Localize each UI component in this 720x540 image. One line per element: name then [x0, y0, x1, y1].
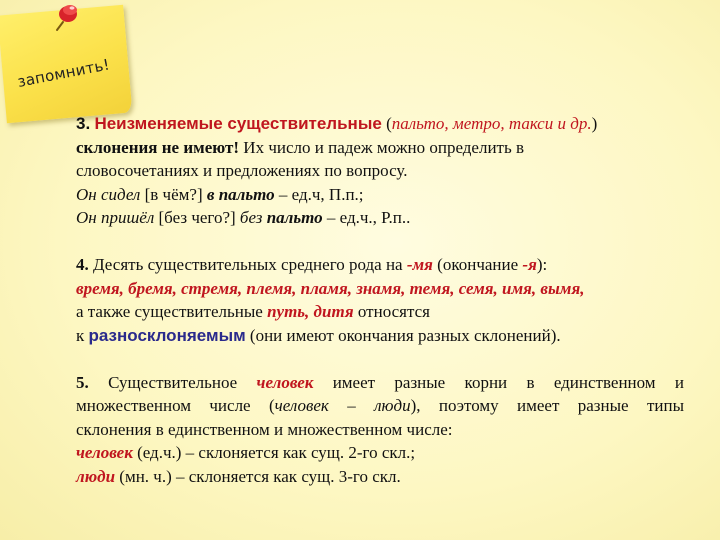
rule-4-number: 4. — [76, 255, 89, 274]
rule-3-text: Их число и падеж можно определить в — [239, 137, 525, 157]
rule-4-line-3 — [76, 300, 684, 324]
rule-5-line-5 — [76, 465, 684, 489]
rule-5-text-3b: ), поэтому имеет разные типы — [410, 396, 684, 415]
rule-4-ending-mya: -мя — [406, 255, 433, 274]
rule-5-text-2: имеет разные корни в единственном и — [313, 372, 684, 392]
rule-5-text-3a: множественном числе ( — [76, 396, 275, 415]
rule-5-chelovek: человек — [256, 372, 314, 392]
rule-5-line-2 — [76, 394, 684, 418]
rule-5-word-chelovek: человек — [76, 443, 133, 462]
rule-4-text: Десять существительных среднего рода на — [88, 255, 407, 274]
rule-4-k: к — [76, 325, 89, 345]
rule-3-line-1 — [76, 112, 684, 136]
rule-4-exceptions: путь, дитя — [267, 302, 354, 321]
rule-4-also: а также существительные — [76, 302, 268, 321]
example-2-case: – ед.ч., Р.п.. — [322, 208, 411, 227]
rule-5-line-4 — [76, 441, 684, 465]
example-1-phrase: Он сидел — [76, 184, 141, 204]
rule-4-term: разносклоняемым — [88, 325, 246, 345]
rule-5-word-2-tail: (мн. ч.) – склоняется как сущ. 3-го скл. — [115, 466, 401, 486]
paren-close: ) — [591, 114, 598, 133]
rule-3-no-declension: склонения не имеют! — [76, 137, 240, 157]
rule-3-example-2 — [76, 206, 684, 230]
example-2-question: [без чего?] — [154, 208, 240, 227]
example-1-question: [в чём?] — [140, 184, 207, 204]
rule-5-line-3: склонения в единственном и множественном числе: — [76, 419, 453, 439]
paren-open: ( — [381, 114, 392, 133]
example-2-prep: без — [239, 208, 267, 227]
rule-4-line-1 — [76, 253, 684, 277]
rules-text — [76, 112, 684, 488]
rule-5-text: Существительное — [88, 372, 257, 392]
rule-5-pair: человек – люди — [274, 396, 411, 415]
rule-4-ending-ya: -я — [522, 255, 537, 274]
rule-4-text-3: ): — [536, 255, 548, 274]
rule-4-relate: относятся — [353, 302, 430, 321]
rule-3-examples: пальто, метро, такси и др. — [391, 114, 592, 133]
rule-5-word-1-tail: (ед.ч.) – склоняется как сущ. 2-го скл.; — [132, 443, 416, 462]
rule-3-line-3: словосочетаниях и предложениях по вопросу. — [76, 161, 408, 180]
rule-4-text-2: (окончание — [432, 255, 523, 274]
rule-5-word-lyudi: люди — [76, 466, 116, 486]
example-1-case: – ед.ч, П.п.; — [274, 184, 364, 204]
rule-3-title: Неизменяемые существительные — [94, 114, 382, 133]
rule-4-line-4 — [76, 324, 684, 348]
example-2-noun: пальто — [266, 208, 323, 227]
rule-4-tail: (они имеют окончания разных склонений). — [245, 325, 561, 345]
rule-4-word-list: время, бремя, стремя, племя, пламя, знамя, темя, семя, имя, вымя, — [76, 278, 585, 298]
rule-5-number: 5. — [76, 372, 89, 392]
rule-3-example-1 — [76, 183, 684, 207]
example-2-phrase: Он пришёл — [76, 208, 155, 227]
sticky-note-label: запомнить! — [15, 55, 112, 91]
example-1-noun: в пальто — [206, 184, 275, 204]
rule-5-line-1 — [76, 371, 684, 395]
rule-3-number: 3. — [76, 114, 91, 133]
rule-3-line-2 — [76, 136, 684, 160]
pushpin-icon — [54, 2, 82, 32]
